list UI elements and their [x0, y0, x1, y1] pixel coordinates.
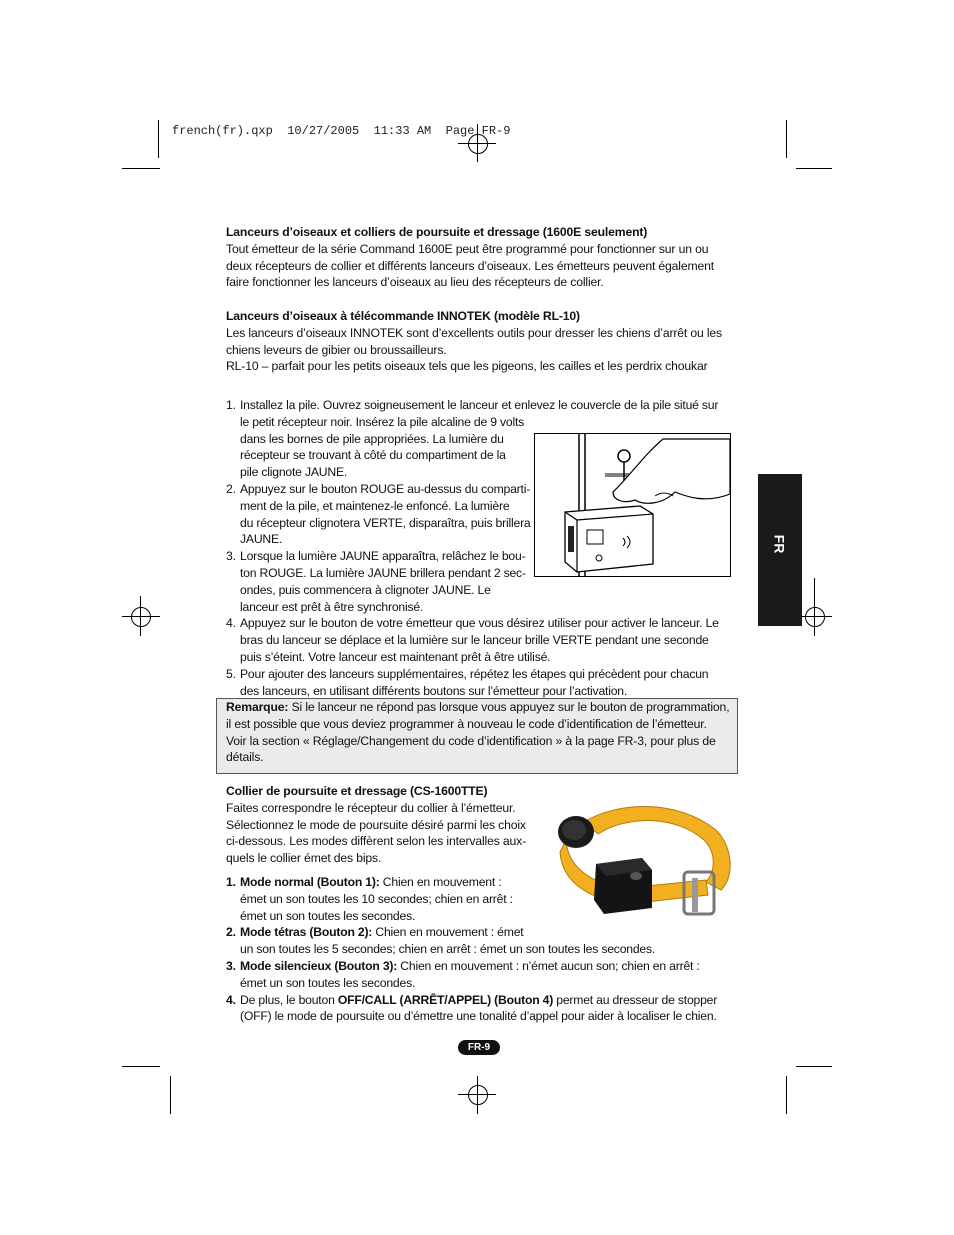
- launcher-receiver-illustration: [534, 433, 731, 577]
- section-heading: Lanceurs d’oiseaux et colliers de poursuite et dressage (1600E seulement): [226, 225, 648, 239]
- page-number-badge: FR-9: [458, 1040, 500, 1055]
- paragraph-line: deux récepteurs de collier et différents lanceurs d’oiseaux. Les émetteurs peuvent également: [226, 258, 714, 273]
- paragraph-line: Les lanceurs d’oiseaux INNOTEK sont d’excellents outils pour dresser les chiens d’arrêt ou les: [226, 325, 722, 340]
- list-item: 2. Mode tétras (Bouton 2): Chien en mouvement : émet un son toutes les 5 secondes; chien en arrêt : émet un son toutes les secondes.: [226, 925, 656, 957]
- section-heading: Collier de poursuite et dressage (CS-1600TTE): [226, 784, 488, 798]
- paragraph-line: Tout émetteur de la série Command 1600E peut être programmé pour fonctionner sur un ou: [226, 241, 709, 256]
- list-item: 4. De plus, le bouton OFF/CALL (ARRÊT/APPEL) (Bouton 4) permet au dresseur de stopper (OFF) le mode de poursuite ou d’émettre une tonalité d’appel pour aider à localiser le chien.: [226, 992, 718, 1024]
- list-item: 3. Lorsque la lumière JAUNE apparaîtra, relâchez le bou- ton ROUGE. La lumière JAUNE brillera pendant 2 sec- ondes, puis commencera à clignoter JAUNE. Le lanceur est prêt à être synchronisé.: [226, 549, 526, 614]
- section-innotek-rl10: [226, 308, 726, 375]
- paragraph-line: RL-10 – parfait pour les petits oiseaux tels que les pigeons, les cailles et les perdrix choukar: [226, 359, 708, 374]
- paragraph-line: chiens leveurs de gibier ou broussailleurs.: [226, 342, 447, 357]
- language-tab-label: FR: [771, 534, 788, 554]
- list-item: 1. Installez la pile. Ouvrez soigneusement le lanceur et enlevez le couvercle de la pile situé sur le petit récepteur noir. Insérez la pile alcaline de 9 volts dans les bornes de pile appropriées. La lumière du récepteur se trouvant à côté du compartiment de la pile clignote JAUNE.: [226, 398, 719, 480]
- list-item: 1. Mode normal (Bouton 1): Chien en mouvement : émet un son toutes les 10 secondes; chien en arrêt : émet un son toutes les secondes.: [226, 875, 513, 923]
- note-label: Remarque:: [226, 700, 289, 714]
- list-item: 3. Mode silencieux (Bouton 3): Chien en mouvement : n’émet aucun son; chien en arrêt : émet un son toutes les secondes.: [226, 958, 700, 990]
- section-tracking-collar: Collier de poursuite et dressage (CS-1600TTE) Faites correspondre le récepteur du collier à l’émetteur. Sélectionnez le mode de poursuite désiré parmi les choix ci-dessous. Les modes diffèrent selon les intervalles aux- quels le collier émet des bips.: [226, 783, 546, 867]
- section-bird-launchers: [226, 224, 726, 291]
- section-heading: Lanceurs d’oiseaux à télécommande INNOTEK (modèle RL-10): [226, 309, 580, 323]
- print-slug: french(fr).qxp 10/27/2005 11:33 AM Page FR-9: [172, 124, 511, 138]
- list-item: 4. Appuyez sur le bouton de votre émetteur que vous désirez utiliser pour activer le lanceur. Le bras du lanceur se déplace et la lumière sur le lanceur brille VERTE pendant une seconde puis s’éteint. Votre lanceur est maintenant prêt à être utilisé.: [226, 616, 719, 664]
- note-box: Remarque: Si le lanceur ne répond pas lorsque vous appuyez sur le bouton de programmation, il est possible que vous deviez programmer à nouveau le code d’identification de l’émetteur. Voir la section « Réglage/Changement du code d’identification » à la page FR-3, pour plus de détails.: [216, 698, 738, 774]
- finger-pressing-button-icon: [535, 434, 730, 576]
- paragraph-line: faire fonctionner les lanceurs d’oiseaux au lieu des récepteurs de collier.: [226, 275, 604, 290]
- tracking-modes-list: [226, 874, 736, 1025]
- list-item: 5. Pour ajouter des lanceurs supplémentaires, répétez les étapes qui précèdent pour chacun des lanceurs, en utilisant différents boutons sur l’émetteur pour l’activation.: [226, 666, 709, 698]
- list-item: 2. Appuyez sur le bouton ROUGE au-dessus du comparti- ment de la pile, et maintenez-le enfoncé. La lumière du récepteur clignotera VERTE, disparaîtra, puis brillera JAUNE.: [226, 481, 531, 547]
- language-tab: [758, 474, 802, 626]
